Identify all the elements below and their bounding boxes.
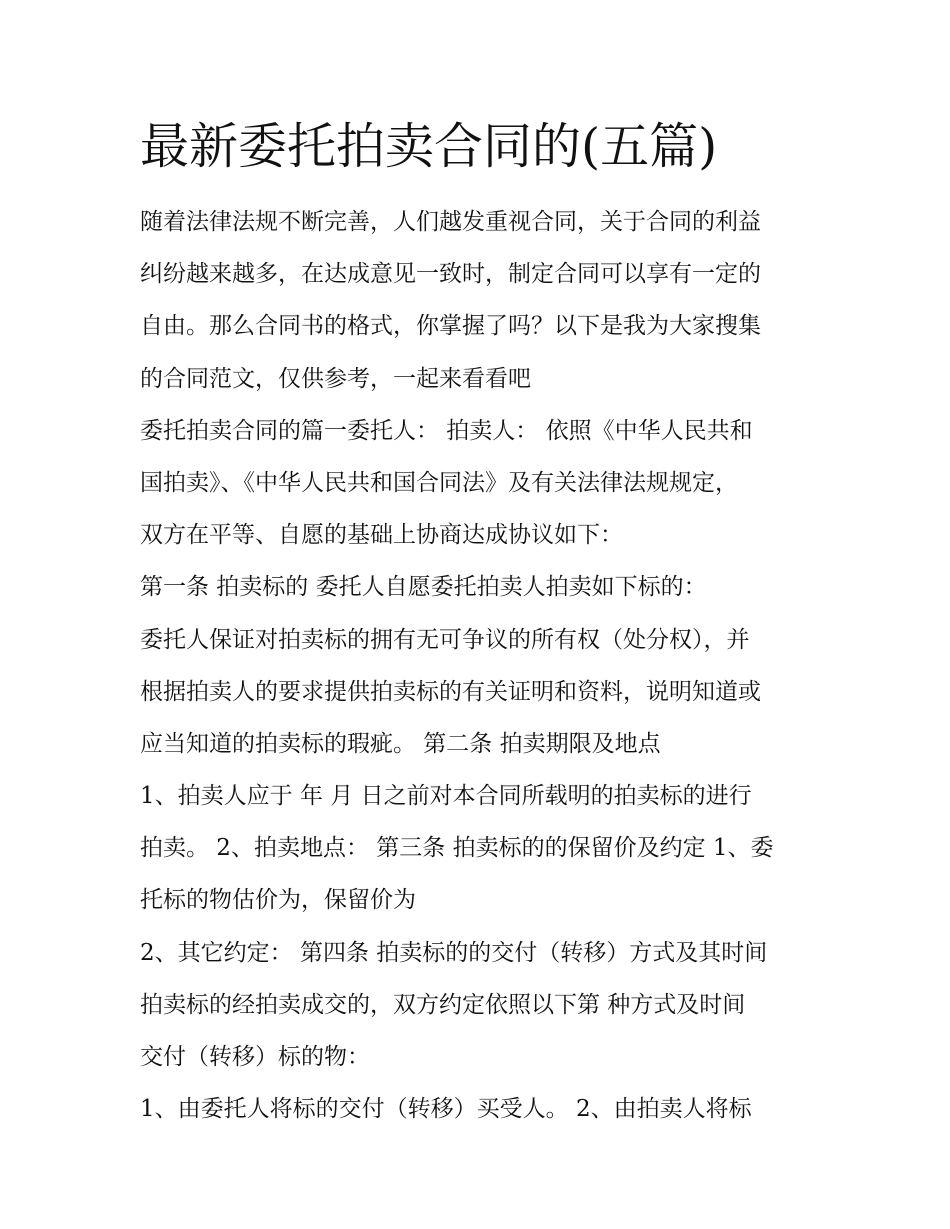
body-line: 拍卖。 2、拍卖地点： 第三条 拍卖标的的保留价及约定 1、委: [140, 835, 774, 862]
body-line: 1、拍卖人应于 年 月 日之前对本合同所载明的拍卖标的进行: [140, 783, 752, 810]
body-line: 纠纷越来越多，在达成意见一致时，制定合同可以享有一定的: [140, 261, 761, 288]
body-line: 1、由委托人将标的交付（转移）买受人。 2、由拍卖人将标: [140, 1096, 752, 1123]
body-line: 委托拍卖合同的篇一委托人： 拍卖人： 依照《中华人民共和: [140, 417, 753, 444]
body-line: 自由。那么合同书的格式，你掌握了吗？以下是我为大家搜集: [140, 313, 761, 340]
body-line: 2、其它约定： 第四条 拍卖标的的交付（转移）方式及其时间: [140, 939, 768, 966]
document-title: 最新委托拍卖合同的(五篇): [140, 118, 718, 175]
body-line: 随着法律法规不断完善，人们越发重视合同，关于合同的利益: [140, 209, 761, 235]
document-body: [140, 196, 820, 1135]
body-line: 应当知道的拍卖标的瑕疵。 第二条 拍卖期限及地点: [140, 730, 661, 757]
body-line: 国拍卖》、《中华人民共和国合同法》及有关法律法规规定，: [140, 469, 738, 496]
body-line: 拍卖标的经拍卖成交的，双方约定依照以下第 种方式及时间: [140, 991, 746, 1018]
body-line: 委托人保证对拍卖标的拥有无可争议的所有权（处分权），并: [140, 626, 750, 653]
body-line: 第一条 拍卖标的 委托人自愿委托拍卖人拍卖如下标的：: [140, 574, 707, 601]
body-line: 根据拍卖人的要求提供拍卖标的有关证明和资料，说明知道或: [140, 678, 761, 705]
body-line: 双方在平等、自愿的基础上协商达成协议如下：: [140, 522, 623, 549]
body-line: 交付（转移）标的物：: [140, 1044, 370, 1070]
body-line: 托标的物估价为，保留价为: [140, 887, 416, 914]
body-line: 的合同范文，仅供参考，一起来看看吧: [140, 365, 531, 392]
